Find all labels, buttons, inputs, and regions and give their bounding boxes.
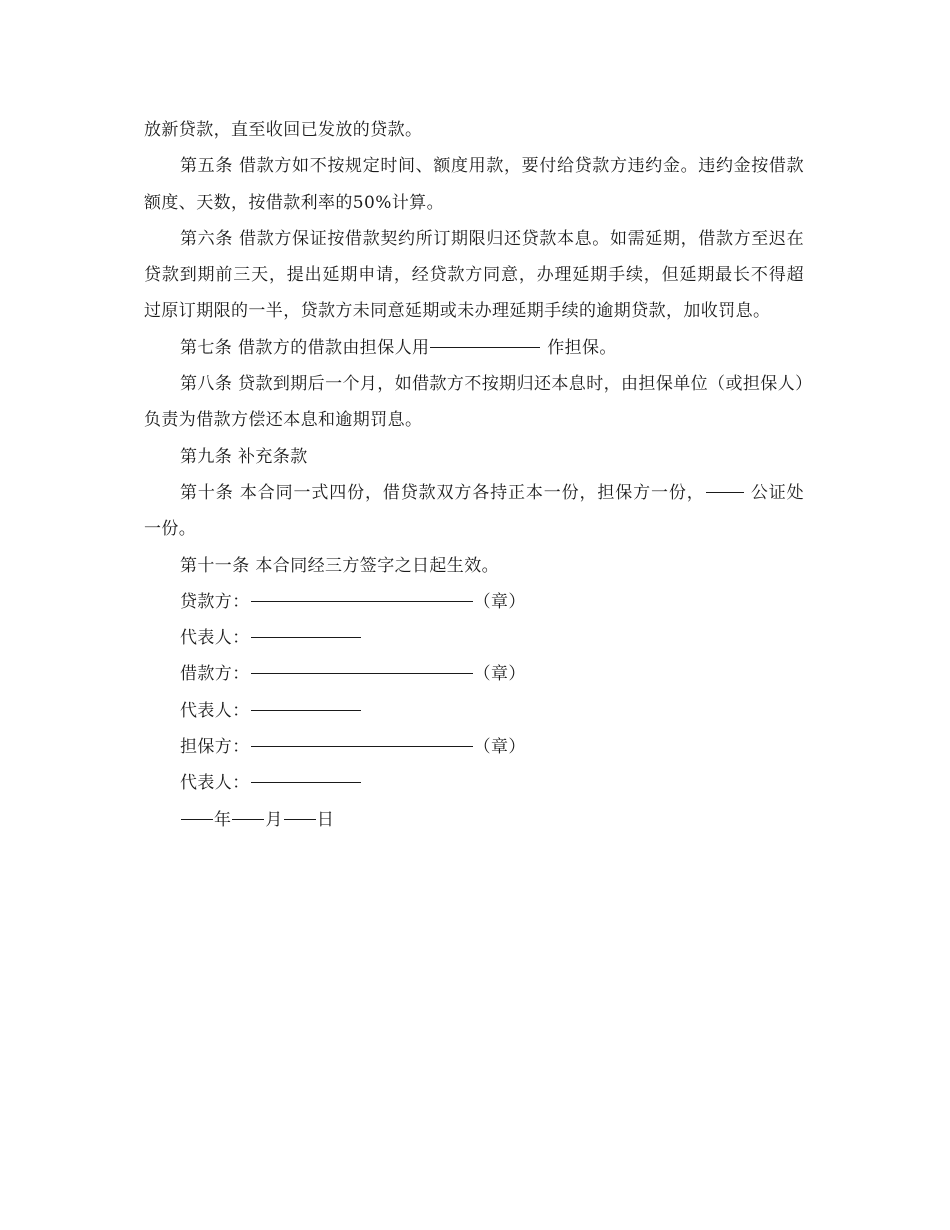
guarantor-signature-line (144, 729, 804, 765)
guarantor-representative-blank (251, 781, 361, 783)
article-7-suffix: 作担保。 (541, 337, 617, 358)
article-10-suffix: 公证处一份。 (144, 482, 804, 540)
article-5: 第五条 借款方如不按规定时间、额度用款，要付给贷款方违约金。违约金按借款额度、天数，按借款利率的50%计算。 (144, 156, 804, 213)
lender-representative-label: 代表人： (180, 628, 250, 649)
lender-blank (251, 600, 473, 602)
day-blank (284, 818, 316, 820)
guarantor-seal: （章） (473, 737, 526, 758)
article-10 (144, 475, 804, 548)
borrower-representative-label: 代表人： (180, 700, 250, 721)
year-blank (181, 818, 213, 820)
date-line (144, 802, 804, 838)
lender-representative-blank (251, 636, 361, 638)
article-7 (144, 330, 804, 366)
article-11: 第十一条 本合同经三方签字之日起生效。 (180, 555, 500, 576)
article-9: 第九条 补充条款 (180, 446, 308, 467)
guarantee-blank (430, 346, 540, 348)
article-8: 第八条 贷款到期后一个月，如借款方不按期归还本息时，由担保单位（或担保人）负责为借款方偿还本息和逾期罚息。 (144, 374, 804, 431)
guarantor-representative-line (144, 765, 804, 801)
borrower-representative-blank (251, 709, 361, 711)
day-label: 日 (316, 809, 335, 830)
borrower-representative-line (144, 693, 804, 729)
borrower-label: 借款方： (180, 664, 250, 685)
lender-signature-line (144, 584, 804, 620)
year-label: 年 (214, 809, 232, 830)
article-10-text: 第十条 本合同一式四份，借贷款双方各持正本一份，担保方一份， (180, 482, 705, 503)
month-label: 月 (265, 809, 283, 830)
article-7-text: 第七条 借款方的借款由担保人用 (180, 337, 430, 358)
guarantor-label: 担保方： (180, 737, 250, 758)
paragraph-continuation: 放新贷款，直至收回已发放的贷款。 (144, 120, 423, 140)
borrower-signature-line (144, 656, 804, 692)
article-6: 第六条 借款方保证按借款契约所订期限归还贷款本息。如需延期，借款方至迟在贷款到期前三天，提出延期申请，经贷款方同意，办理延期手续，但延期最长不得超过原订期限的一半，贷款方未同意延期或未办理延期手续的逾期贷款，加收罚息。 (144, 228, 804, 322)
guarantor-blank (251, 745, 473, 747)
borrower-seal: （章） (473, 664, 526, 685)
lender-label: 贷款方： (180, 591, 250, 612)
borrower-blank (251, 672, 473, 674)
guarantor-representative-label: 代表人： (180, 773, 250, 794)
notary-blank (706, 491, 744, 493)
month-blank (232, 818, 264, 820)
lender-representative-line (144, 620, 804, 656)
lender-seal: （章） (473, 591, 526, 612)
document-body (144, 112, 804, 838)
